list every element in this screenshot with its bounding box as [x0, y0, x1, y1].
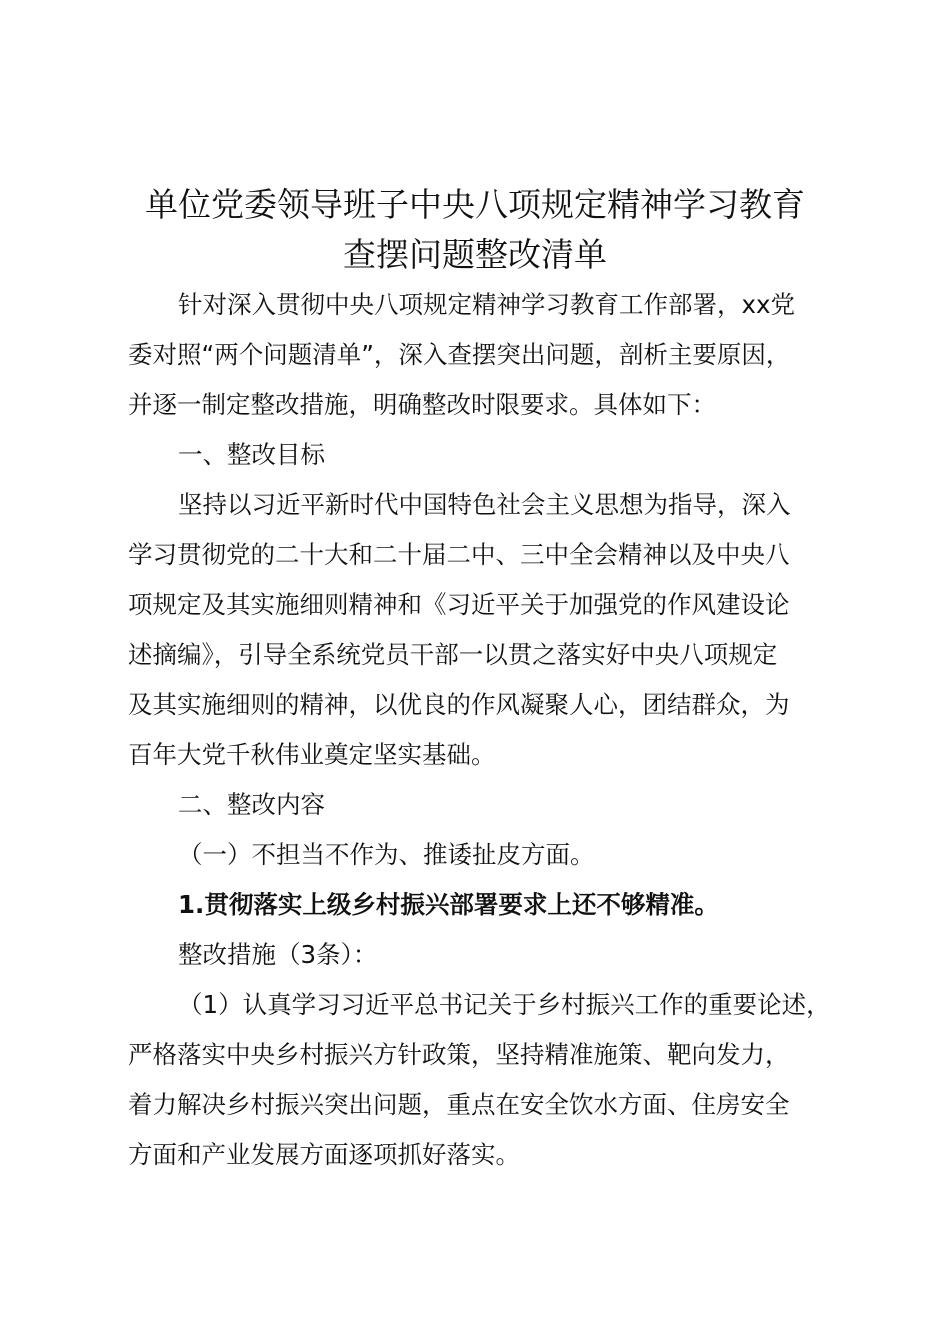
section-2-heading: 二、整改内容 [178, 790, 325, 819]
section-1-line-2: 学习贯彻党的二十大和二十届二中、三中全会精神以及中央八 [128, 540, 790, 569]
document-title-line-2: 查摆问题整改清单 [343, 235, 607, 274]
section-1-line-3: 项规定及其实施细则精神和《习近平关于加强党的作风建设论 [128, 590, 790, 619]
section-1-line-4: 述摘编》，引导全系统党员干部一以贯之落实好中央八项规定 [128, 640, 778, 669]
section-1-line-1: 坚持以习近平新时代中国特色社会主义思想为指导，深入 [178, 490, 791, 519]
measures-label: 整改措施（3条）： [178, 940, 378, 969]
section-1-line-5: 及其实施细则的精神，以优良的作风凝聚人心，团结群众，为 [128, 690, 790, 719]
section-1-line-6: 百年大党千秋伟业奠定坚实基础。 [128, 740, 496, 769]
section-1-heading: 一、整改目标 [178, 440, 325, 469]
measure-1-line-2: 严格落实中央乡村振兴方针政策，坚持精准施策、靶向发力， [128, 1040, 790, 1069]
intro-line-3: 并逐一制定整改措施，明确整改时限要求。具体如下： [128, 390, 716, 419]
measure-1-line-4: 方面和产业发展方面逐项抓好落实。 [128, 1140, 520, 1169]
document-title-line-1: 单位党委领导班子中央八项规定精神学习教育 [145, 185, 805, 224]
subsection-1-heading: （一）不担当不作为、推诿扯皮方面。 [178, 840, 595, 869]
intro-line-1: 针对深入贯彻中央八项规定精神学习教育工作部署，xx党 [178, 290, 795, 319]
item-1-heading: 1.贯彻落实上级乡村振兴部署要求上还不够精准。 [178, 890, 719, 919]
measure-1-line-1: （1）认真学习习近平总书记关于乡村振兴工作的重要论述， [178, 990, 831, 1019]
measure-1-line-3: 着力解决乡村振兴突出问题，重点在安全饮水方面、住房安全 [128, 1090, 790, 1119]
intro-line-2: 委对照“两个问题清单”，深入查摆突出问题，剖析主要原因， [128, 340, 791, 369]
